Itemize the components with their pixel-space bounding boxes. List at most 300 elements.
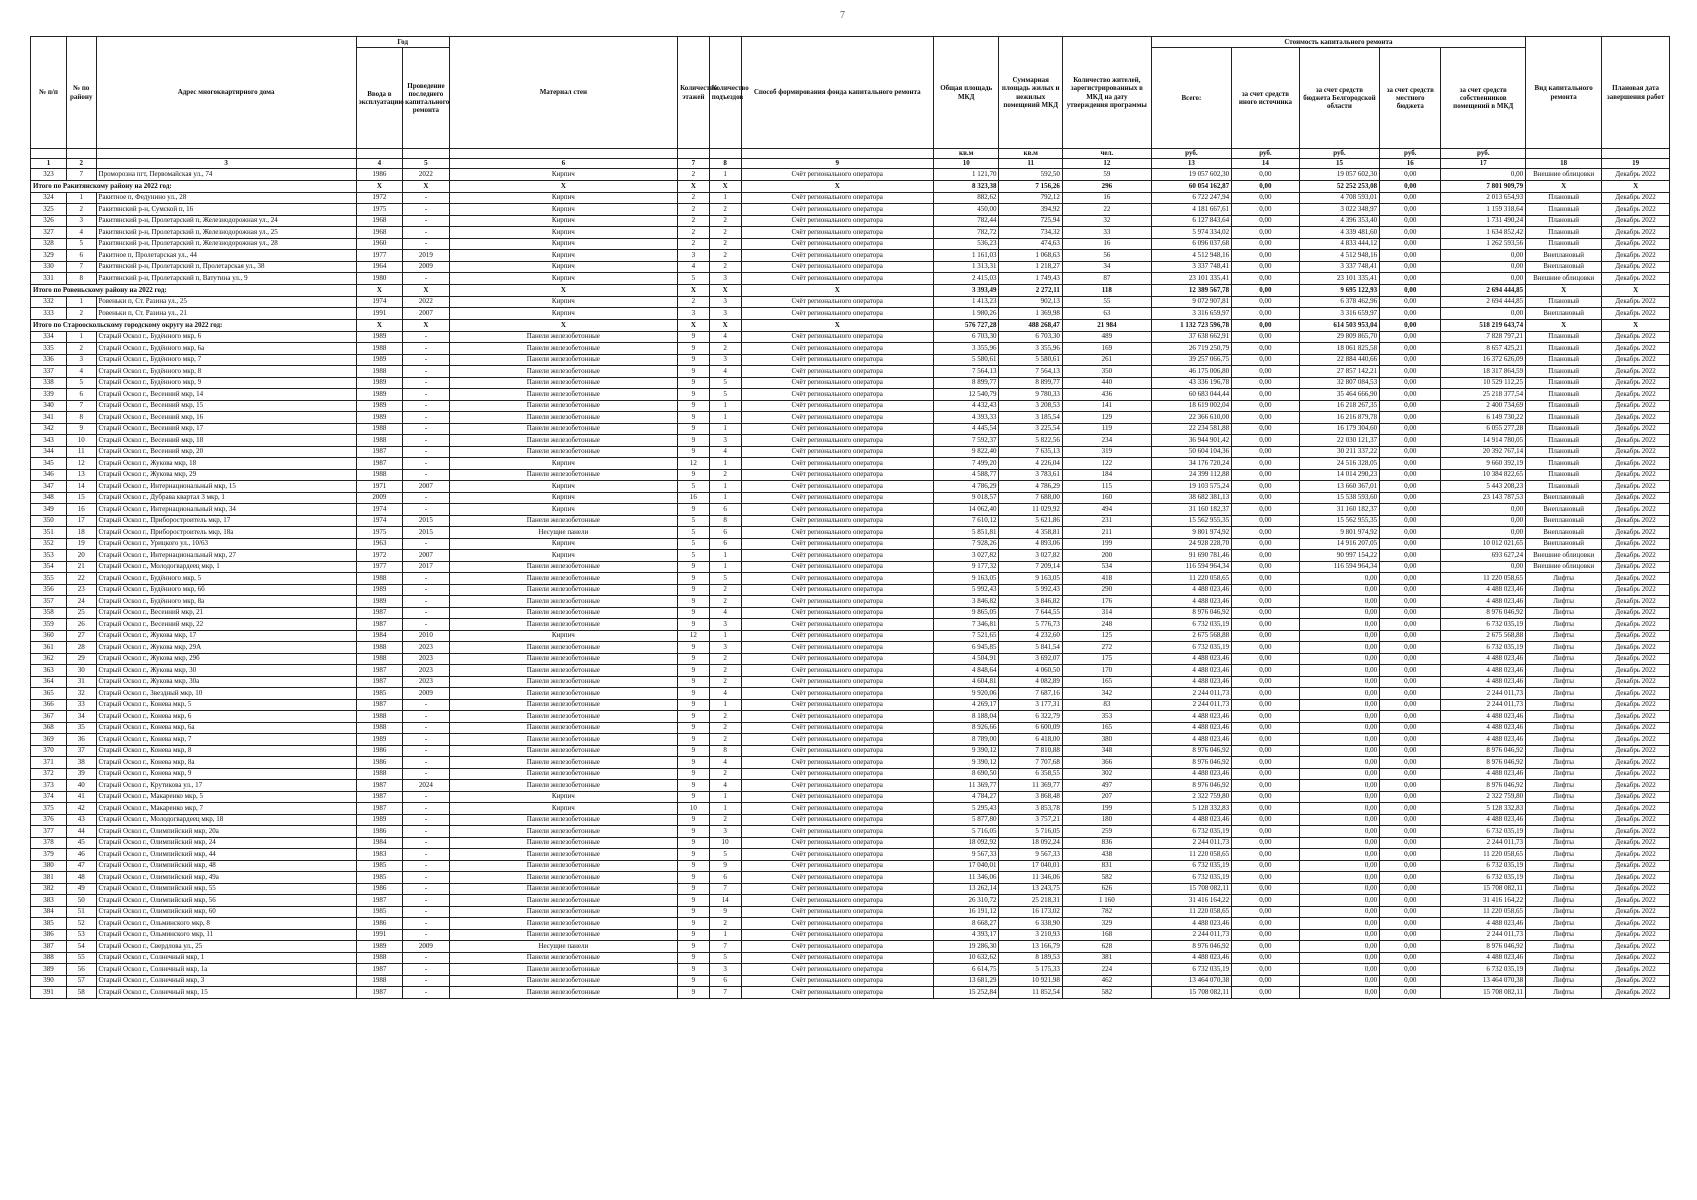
table-cell: 0,00: [1299, 941, 1379, 953]
table-cell: 494: [1062, 504, 1151, 516]
table-cell: Плановый: [1526, 366, 1602, 378]
column-index: 17: [1441, 159, 1526, 169]
table-cell: 1988: [356, 952, 403, 964]
table-row: [31, 768, 1670, 780]
table-cell: 0,00: [1380, 918, 1441, 930]
table-cell: Счёт регионального оператора: [741, 458, 933, 470]
table-cell: 782,44: [933, 215, 999, 227]
table-cell: 32 807 084,53: [1299, 377, 1379, 389]
unit-cell: [449, 149, 677, 159]
table-cell: 0,00: [1232, 192, 1300, 204]
table-cell: Лифты: [1526, 883, 1602, 895]
table-cell: Панели железобетонные: [449, 412, 677, 424]
table-cell: 1: [709, 423, 741, 435]
table-cell: -: [403, 918, 450, 930]
table-cell: Ракитянский р-н, Пролетарский п, Ватутина ул., 9: [96, 273, 356, 285]
table-cell: 2 013 654,93: [1441, 192, 1526, 204]
table-cell: 11 852,54: [999, 987, 1062, 999]
table-cell: 0,00: [1380, 791, 1441, 803]
table-cell: Панели железобетонные: [449, 964, 677, 976]
unit-cell: руб.: [1151, 149, 1231, 159]
table-cell: Старый Оскол г., Олимпийский мкр, 49а: [96, 872, 356, 884]
table-cell: 4 786,29: [999, 481, 1062, 493]
table-cell: Панели железобетонные: [449, 883, 677, 895]
table-cell: 725,94: [999, 215, 1062, 227]
table-cell: Счёт регионального оператора: [741, 273, 933, 285]
table-cell: 0,00: [1380, 192, 1441, 204]
table-cell: Декабрь 2022: [1602, 250, 1670, 262]
table-cell: Счёт регионального оператора: [741, 745, 933, 757]
table-cell: Декабрь 2022: [1602, 469, 1670, 481]
table-cell: Кирпич: [449, 492, 677, 504]
table-cell: 19 286,30: [933, 941, 999, 953]
table-cell: -: [403, 366, 450, 378]
table-cell: 8 926,66: [933, 722, 999, 734]
table-cell: Счёт регионального оператора: [741, 780, 933, 792]
table-cell: 211: [1062, 527, 1151, 539]
table-cell: Лифты: [1526, 642, 1602, 654]
table-cell: Старый Оскол г., Приборостроитель мкр, 17: [96, 515, 356, 527]
table-cell: 7: [66, 400, 96, 412]
table-cell: Декабрь 2022: [1602, 757, 1670, 769]
table-cell: 0,00: [1299, 895, 1379, 907]
table-cell: 0,00: [1299, 791, 1379, 803]
table-cell: 1989: [356, 354, 403, 366]
table-cell: 15 708 082,11: [1441, 987, 1526, 999]
table-cell: 19 057 602,30: [1299, 169, 1379, 181]
table-cell: 0,00: [1380, 734, 1441, 746]
table-cell: 0,00: [1380, 250, 1441, 262]
table-cell: 462: [1062, 975, 1151, 987]
table-cell: 115: [1062, 481, 1151, 493]
table-cell: Лифты: [1526, 860, 1602, 872]
table-cell: 15 538 593,60: [1299, 492, 1379, 504]
table-cell: 2009: [403, 688, 450, 700]
table-cell: 0,00: [1232, 400, 1300, 412]
table-cell: Плановый: [1526, 458, 1602, 470]
table-cell: 367: [31, 711, 67, 723]
table-cell: Старый Оскол г., Крутикова ул., 17: [96, 780, 356, 792]
table-cell: 0,00: [1232, 987, 1300, 999]
table-cell: Внешние облицовки: [1526, 561, 1602, 573]
table-cell: 16 372 626,09: [1441, 354, 1526, 366]
table-cell: 2007: [403, 550, 450, 562]
table-cell: Внеплановый: [1526, 527, 1602, 539]
table-cell: 335: [31, 343, 67, 355]
table-cell: Лифты: [1526, 803, 1602, 815]
table-cell: 1 749,43: [999, 273, 1062, 285]
table-cell: 7: [709, 883, 741, 895]
table-cell: Счёт регионального оператора: [741, 596, 933, 608]
table-cell: Панели железобетонные: [449, 688, 677, 700]
table-cell: 366: [1062, 757, 1151, 769]
table-cell: 0,00: [1232, 215, 1300, 227]
table-cell: 0,00: [1232, 377, 1300, 389]
table-cell: Декабрь 2022: [1602, 584, 1670, 596]
table-cell: Лифты: [1526, 596, 1602, 608]
table-cell: Кирпич: [449, 192, 677, 204]
table-cell: 11 346,06: [999, 872, 1062, 884]
table-cell: 8 690,50: [933, 768, 999, 780]
table-cell: 25: [66, 607, 96, 619]
table-cell: 0,00: [1232, 711, 1300, 723]
table-cell: 0,00: [1380, 929, 1441, 941]
table-cell: 3 337 748,41: [1151, 261, 1231, 273]
table-cell: 0,00: [1441, 515, 1526, 527]
table-cell: 0,00: [1232, 975, 1300, 987]
table-cell: 199: [1062, 538, 1151, 550]
table-cell: 48: [66, 872, 96, 884]
table-cell: 353: [31, 550, 67, 562]
table-cell: 0,00: [1380, 780, 1441, 792]
table-cell: 0,00: [1299, 653, 1379, 665]
table-cell: Ракитянский р-н, Пролетарский п, Пролетарская ул., 38: [96, 261, 356, 273]
table-cell: Счёт регионального оператора: [741, 377, 933, 389]
table-cell: 6 732 035,19: [1441, 964, 1526, 976]
table-cell: 3: [678, 250, 710, 262]
table-cell: Плановый: [1526, 446, 1602, 458]
table-cell: 31 160 182,37: [1151, 504, 1231, 516]
table-cell: 0,00: [1441, 504, 1526, 516]
table-cell: 340: [31, 400, 67, 412]
table-cell: -: [403, 745, 450, 757]
table-cell: 11 220 058,65: [1151, 573, 1231, 585]
table-cell: Счёт регионального оператора: [741, 192, 933, 204]
table-cell: Декабрь 2022: [1602, 987, 1670, 999]
table-cell: 9: [678, 469, 710, 481]
table-cell: 356: [31, 584, 67, 596]
table-cell: -: [403, 837, 450, 849]
table-cell: Декабрь 2022: [1602, 481, 1670, 493]
table-row: [31, 343, 1670, 355]
table-cell: Лифты: [1526, 952, 1602, 964]
table-cell: 2: [66, 308, 96, 320]
table-cell: 1: [66, 331, 96, 343]
table-cell: 1987: [356, 619, 403, 631]
table-cell: -: [403, 354, 450, 366]
table-cell: 8: [66, 412, 96, 424]
table-cell: 7 346,81: [933, 619, 999, 631]
table-cell: -: [403, 711, 450, 723]
table-cell: Старый Оскол г., Будённого мкр, 6а: [96, 343, 356, 355]
table-cell: Декабрь 2022: [1602, 929, 1670, 941]
table-cell: 1988: [356, 343, 403, 355]
table-cell: 6 149 730,22: [1441, 412, 1526, 424]
table-cell: 1989: [356, 412, 403, 424]
table-cell: Старый Оскол г., Солнечный мкр, 15: [96, 987, 356, 999]
table-cell: 129: [1062, 412, 1151, 424]
table-cell: Ракитное п, Пролетарская ул., 44: [96, 250, 356, 262]
table-cell: 5 851,81: [933, 527, 999, 539]
table-cell: Панели железобетонные: [449, 400, 677, 412]
table-cell: 1: [709, 169, 741, 181]
table-cell: 831: [1062, 860, 1151, 872]
table-cell: 53: [66, 929, 96, 941]
table-cell: 0,00: [1441, 250, 1526, 262]
subtotal-cell: Х: [449, 284, 677, 296]
table-cell: 11: [66, 446, 96, 458]
table-cell: 3: [709, 354, 741, 366]
table-cell: 0,00: [1232, 768, 1300, 780]
table-cell: Панели железобетонные: [449, 435, 677, 447]
table-cell: Панели железобетонные: [449, 711, 677, 723]
table-cell: 9 780,33: [999, 389, 1062, 401]
table-cell: 5: [678, 538, 710, 550]
table-cell: 0,00: [1232, 860, 1300, 872]
table-cell: 6 378 462,96: [1299, 296, 1379, 308]
col-header: за счет средств местного бюджета: [1380, 48, 1441, 149]
table-cell: 836: [1062, 837, 1151, 849]
table-cell: 345: [31, 458, 67, 470]
table-cell: 1984: [356, 837, 403, 849]
table-cell: 9: [678, 745, 710, 757]
table-cell: 0,00: [1299, 837, 1379, 849]
table-cell: 17 040,01: [999, 860, 1062, 872]
table-cell: 0,00: [1380, 538, 1441, 550]
table-cell: 8 189,53: [999, 952, 1062, 964]
table-cell: -: [403, 607, 450, 619]
table-cell: 4 488 023,46: [1441, 952, 1526, 964]
column-index: 2: [66, 159, 96, 169]
table-cell: 2 244 011,73: [1441, 929, 1526, 941]
table-cell: 0,00: [1299, 573, 1379, 585]
subtotal-cell: Х: [709, 284, 741, 296]
table-cell: -: [403, 343, 450, 355]
table-cell: Плановый: [1526, 400, 1602, 412]
table-cell: 9: [678, 906, 710, 918]
table-cell: 1987: [356, 458, 403, 470]
table-cell: Кирпич: [449, 803, 677, 815]
table-cell: 91 690 781,46: [1151, 550, 1231, 562]
table-cell: Декабрь 2022: [1602, 550, 1670, 562]
table-cell: 323: [31, 169, 67, 181]
table-cell: Лифты: [1526, 872, 1602, 884]
table-cell: Декабрь 2022: [1602, 331, 1670, 343]
table-cell: 9: [678, 435, 710, 447]
table-cell: Счёт регионального оператора: [741, 400, 933, 412]
table-row: [31, 504, 1670, 516]
table-cell: Декабрь 2022: [1602, 918, 1670, 930]
col-header: Количество подъездов: [709, 37, 741, 149]
table-cell: 4: [709, 366, 741, 378]
table-cell: 1974: [356, 515, 403, 527]
subtotal-cell: Х: [449, 180, 677, 192]
table-cell: 9: [66, 423, 96, 435]
table-row: [31, 803, 1670, 815]
table-cell: -: [403, 975, 450, 987]
table-cell: 1: [709, 192, 741, 204]
table-cell: 6: [66, 389, 96, 401]
table-cell: Счёт регионального оператора: [741, 261, 933, 273]
table-cell: 0,00: [1380, 446, 1441, 458]
table-cell: 347: [31, 481, 67, 493]
table-cell: 0,00: [1232, 826, 1300, 838]
table-cell: Старый Оскол г., Жукова мкр, 29: [96, 469, 356, 481]
table-cell: 3 177,31: [999, 699, 1062, 711]
table-cell: 4: [709, 757, 741, 769]
table-cell: 14 014 290,23: [1299, 469, 1379, 481]
subtotal-cell: Х: [678, 319, 710, 331]
table-cell: 8 976 046,92: [1441, 607, 1526, 619]
table-cell: Лифты: [1526, 826, 1602, 838]
table-cell: 474,63: [999, 238, 1062, 250]
table-cell: 22 234 581,88: [1151, 423, 1231, 435]
table-cell: 0,00: [1232, 849, 1300, 861]
table-cell: Плановый: [1526, 343, 1602, 355]
subtotal-row: [31, 180, 1670, 192]
table-cell: 0,00: [1232, 527, 1300, 539]
table-cell: 5: [709, 389, 741, 401]
table-cell: 87: [1062, 273, 1151, 285]
table-cell: 4 784,27: [933, 791, 999, 803]
table-cell: Старый Оскол г., Конева мкр, 9: [96, 768, 356, 780]
table-cell: Декабрь 2022: [1602, 515, 1670, 527]
unit-cell: [403, 149, 450, 159]
table-row: [31, 238, 1670, 250]
table-cell: 7 828 797,21: [1441, 331, 1526, 343]
table-cell: 1985: [356, 906, 403, 918]
table-cell: 5 992,43: [999, 584, 1062, 596]
table-cell: Кирпич: [449, 169, 677, 181]
subtotal-cell: Х: [1602, 284, 1670, 296]
table-cell: Счёт регионального оператора: [741, 895, 933, 907]
unit-cell: руб.: [1380, 149, 1441, 159]
table-cell: 5 822,56: [999, 435, 1062, 447]
table-cell: 184: [1062, 469, 1151, 481]
table-cell: 3 337 748,41: [1299, 261, 1379, 273]
table-cell: 1986: [356, 826, 403, 838]
table-cell: 20: [66, 550, 96, 562]
table-cell: 34: [66, 711, 96, 723]
table-cell: 1: [709, 492, 741, 504]
table-cell: 3: [709, 826, 741, 838]
table-cell: 37 638 662,91: [1151, 331, 1231, 343]
table-cell: 0,00: [1380, 653, 1441, 665]
table-cell: 5 295,43: [933, 803, 999, 815]
table-cell: 5: [66, 238, 96, 250]
table-cell: 8 899,77: [999, 377, 1062, 389]
table-cell: 4 269,17: [933, 699, 999, 711]
subtotal-cell: 518 219 643,74: [1441, 319, 1526, 331]
table-cell: Счёт регионального оператора: [741, 550, 933, 562]
table-cell: Плановый: [1526, 435, 1602, 447]
table-cell: 16: [678, 492, 710, 504]
table-cell: 2: [709, 215, 741, 227]
table-cell: 5 580,61: [999, 354, 1062, 366]
table-cell: Старый Оскол г., Будённого мкр, 9: [96, 377, 356, 389]
table-cell: 0,00: [1232, 412, 1300, 424]
table-row: [31, 987, 1670, 999]
table-cell: 9: [678, 653, 710, 665]
table-cell: -: [403, 377, 450, 389]
table-cell: 0,00: [1380, 573, 1441, 585]
table-cell: Счёт регионального оператора: [741, 814, 933, 826]
table-cell: 6 127 843,64: [1151, 215, 1231, 227]
table-cell: Счёт регионального оператора: [741, 768, 933, 780]
table-cell: 6 322,79: [999, 711, 1062, 723]
table-cell: 9: [678, 929, 710, 941]
table-cell: 8 188,04: [933, 711, 999, 723]
table-cell: 6 732 035,19: [1151, 872, 1231, 884]
table-cell: 1: [709, 803, 741, 815]
table-cell: 0,00: [1380, 296, 1441, 308]
table-cell: 15 708 082,11: [1151, 987, 1231, 999]
table-row: [31, 227, 1670, 239]
table-cell: 4 893,06: [999, 538, 1062, 550]
table-cell: 371: [31, 757, 67, 769]
table-cell: 39: [66, 768, 96, 780]
table-cell: Внешние облицовки: [1526, 550, 1602, 562]
table-cell: 10 921,98: [999, 975, 1062, 987]
table-cell: 2: [678, 204, 710, 216]
table-cell: 374: [31, 791, 67, 803]
table-cell: Декабрь 2022: [1602, 642, 1670, 654]
table-cell: 9: [678, 872, 710, 884]
table-cell: 9: [678, 642, 710, 654]
subtotal-cell: Х: [741, 284, 933, 296]
table-cell: Счёт регионального оператора: [741, 169, 933, 181]
table-cell: 1987: [356, 607, 403, 619]
table-cell: 0,00: [1380, 895, 1441, 907]
table-cell: 6 732 035,19: [1151, 964, 1231, 976]
table-cell: 8 976 046,92: [1151, 607, 1231, 619]
table-row: [31, 261, 1670, 273]
subtotal-cell: 0,00: [1232, 284, 1300, 296]
col-header: за счет средств иного источника: [1232, 48, 1300, 149]
table-cell: 0,00: [1299, 964, 1379, 976]
table-cell: -: [403, 458, 450, 470]
subtotal-cell: Х: [1602, 319, 1670, 331]
table-row: [31, 354, 1670, 366]
table-cell: Счёт регионального оператора: [741, 481, 933, 493]
table-cell: 8 976 046,92: [1441, 780, 1526, 792]
table-row: [31, 515, 1670, 527]
table-cell: 2: [709, 227, 741, 239]
table-cell: 22: [1062, 204, 1151, 216]
column-index: 11: [999, 159, 1062, 169]
table-cell: Декабрь 2022: [1602, 435, 1670, 447]
table-cell: 0,00: [1380, 872, 1441, 884]
table-cell: Счёт регионального оператора: [741, 688, 933, 700]
table-cell: Панели железобетонные: [449, 906, 677, 918]
table-cell: Декабрь 2022: [1602, 699, 1670, 711]
table-cell: Панели железобетонные: [449, 366, 677, 378]
cost-group-header: Стоимость капитального ремонта: [1151, 37, 1525, 48]
table-cell: 9: [678, 837, 710, 849]
table-cell: 2: [709, 768, 741, 780]
table-cell: 375: [31, 803, 67, 815]
table-cell: 12: [678, 458, 710, 470]
table-cell: 1: [709, 481, 741, 493]
table-cell: 0,00: [1232, 343, 1300, 355]
table-cell: 0,00: [1380, 699, 1441, 711]
table-cell: 0,00: [1299, 699, 1379, 711]
table-cell: 8 976 046,92: [1441, 745, 1526, 757]
table-cell: Лифты: [1526, 607, 1602, 619]
table-cell: 0,00: [1380, 849, 1441, 861]
table-cell: 1988: [356, 573, 403, 585]
table-cell: -: [403, 964, 450, 976]
table-cell: 1: [709, 412, 741, 424]
table-row: [31, 296, 1670, 308]
table-cell: Плановый: [1526, 423, 1602, 435]
table-cell: Декабрь 2022: [1602, 238, 1670, 250]
table-cell: Декабрь 2022: [1602, 837, 1670, 849]
table-cell: 1983: [356, 849, 403, 861]
table-cell: 0,00: [1380, 527, 1441, 539]
table-cell: Старый Оскол г., Олимпийский мкр, 55: [96, 883, 356, 895]
table-cell: 5 716,05: [933, 826, 999, 838]
